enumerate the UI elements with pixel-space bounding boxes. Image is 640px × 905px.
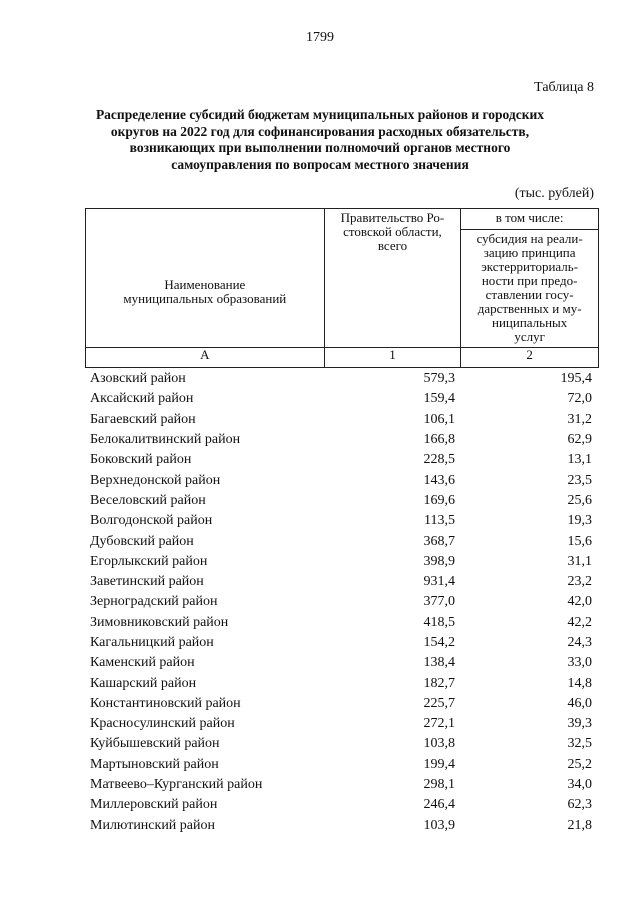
header-col2-line: дарственных и му-: [477, 301, 582, 316]
row-name: Куйбышевский район: [90, 736, 220, 752]
row-total: 931,4: [423, 574, 455, 590]
header-letter-1: 1: [324, 348, 461, 368]
row-total: 106,1: [423, 411, 455, 427]
row-total: 103,8: [423, 736, 455, 752]
row-name: Зерноградский район: [90, 594, 218, 610]
header-col1-line: стовской области,: [343, 224, 442, 239]
row-subsidy: 33,0: [567, 655, 592, 671]
table-title: [80, 107, 560, 173]
row-total: 199,4: [423, 756, 455, 772]
row-subsidy: 23,5: [567, 472, 592, 488]
row-total: 418,5: [423, 614, 455, 630]
row-subsidy: 13,1: [567, 452, 592, 468]
header-letter-2: 2: [461, 348, 599, 368]
row-subsidy: 15,6: [567, 533, 592, 549]
title-line: возникающих при выполнении полномочий органов местного: [129, 140, 511, 155]
row-subsidy: 72,0: [567, 391, 592, 407]
header-col2-line: ности при предо-: [481, 273, 578, 288]
row-subsidy: 195,4: [560, 371, 592, 387]
row-total: 169,6: [423, 492, 455, 508]
row-subsidy: 62,3: [567, 797, 592, 813]
table-row: [85, 613, 599, 633]
table-row: [85, 714, 599, 734]
row-subsidy: 25,6: [567, 492, 592, 508]
row-subsidy: 23,2: [567, 574, 592, 590]
table-row: [85, 430, 599, 450]
table-row: [85, 816, 599, 836]
row-subsidy: 24,3: [567, 635, 592, 650]
table-row: [85, 410, 599, 430]
header-col2-line: ниципальных: [491, 315, 568, 330]
row-total: 377,0: [423, 594, 455, 610]
row-total: 272,1: [423, 716, 455, 732]
table-label: Таблица 8: [534, 80, 594, 95]
row-subsidy: 31,1: [567, 553, 592, 569]
row-total: 228,5: [423, 452, 455, 468]
row-name: Багаевский район: [90, 411, 196, 427]
row-total: 398,9: [423, 553, 455, 569]
header-col1-line: Правительство Ро-: [340, 210, 445, 225]
row-total: 182,7: [423, 675, 455, 691]
row-total: 368,7: [423, 533, 455, 549]
table-row: [85, 592, 599, 612]
table-row: [85, 795, 599, 815]
header-including: в том числе:: [495, 210, 564, 225]
table-row: [85, 653, 599, 673]
header-col2-line: экстерриториаль-: [481, 259, 579, 274]
table-row: [85, 491, 599, 511]
table-row: [85, 673, 599, 693]
row-total: 166,8: [423, 432, 455, 448]
row-total: 298,1: [423, 777, 455, 793]
row-subsidy: 25,2: [567, 756, 592, 772]
row-subsidy: 19,3: [567, 513, 592, 529]
table-row: [85, 511, 599, 531]
table-row: [85, 633, 599, 653]
table-row: [85, 450, 599, 470]
header-col1-cell: [324, 209, 461, 348]
header-name-line: Наименование: [164, 277, 246, 292]
header-col2-line: ставлении госу-: [485, 287, 574, 302]
row-name: Боковский район: [90, 452, 192, 468]
table-row: [85, 531, 599, 551]
table-row: [85, 470, 599, 490]
row-name: Веселовский район: [90, 492, 206, 508]
row-name: Каменский район: [90, 655, 195, 671]
row-name: Зимовниковский район: [90, 614, 229, 630]
row-name: Кашарский район: [90, 675, 197, 691]
row-subsidy: 34,0: [567, 777, 592, 793]
table-header: [85, 208, 599, 368]
row-name: Аксайский район: [90, 391, 194, 407]
row-name: Мартыновский район: [90, 756, 219, 772]
header-letter-a: А: [86, 348, 325, 368]
header-col2-cell: [461, 230, 599, 348]
row-total: 246,4: [423, 797, 455, 813]
row-subsidy: 21,8: [567, 817, 592, 833]
header-col1-line: всего: [377, 238, 408, 253]
row-total: 154,2: [423, 635, 455, 650]
row-subsidy: 42,0: [567, 594, 592, 610]
table-row: [85, 369, 599, 389]
row-total: 138,4: [423, 655, 455, 671]
row-name: Егорлыкский район: [90, 553, 208, 569]
row-name: Волгодонской район: [90, 513, 213, 529]
table-row: [85, 734, 599, 754]
units-label: (тыс. рублей): [514, 186, 594, 201]
table-row: [85, 775, 599, 795]
title-line: самоуправления по вопросам местного значения: [171, 156, 469, 172]
row-total: 159,4: [423, 391, 455, 407]
row-name: Белокалитвинский район: [90, 432, 241, 448]
row-total: 103,9: [423, 817, 455, 833]
table-body: [85, 369, 599, 836]
header-col2-line: зацию принципа: [483, 245, 576, 260]
title-line: Распределение субсидий бюджетам муниципальных районов и городских: [95, 107, 545, 122]
row-name: Милютинский район: [90, 817, 216, 833]
row-subsidy: 62,9: [567, 432, 592, 448]
row-subsidy: 31,2: [567, 411, 592, 427]
header-col2-line: услуг: [514, 329, 545, 344]
table-row: [85, 572, 599, 592]
row-total: 143,6: [423, 472, 455, 488]
row-name: Миллеровский район: [90, 797, 218, 813]
table-row: [85, 694, 599, 714]
row-name: Дубовский район: [90, 533, 194, 549]
table-row: [85, 552, 599, 572]
row-name: Верхнедонской район: [90, 472, 221, 488]
row-name: Матвеево–Курганский район: [90, 777, 263, 793]
row-subsidy: 32,5: [567, 736, 592, 752]
header-col2-line: субсидия на реали-: [476, 231, 583, 246]
row-name: Константиновский район: [90, 695, 241, 711]
header-name-cell: [86, 209, 325, 348]
row-name: Красносулинский район: [90, 716, 235, 732]
row-total: 225,7: [423, 695, 455, 711]
page-number: 1799: [306, 30, 334, 45]
row-name: Кагальницкий район: [90, 635, 214, 650]
row-total: 579,3: [423, 371, 455, 387]
header-including-cell: [461, 209, 599, 230]
row-subsidy: 42,2: [567, 614, 592, 630]
row-subsidy: 14,8: [567, 675, 592, 691]
table-row: [85, 755, 599, 775]
table-row: [85, 389, 599, 409]
row-subsidy: 39,3: [567, 716, 592, 732]
row-name: Азовский район: [90, 371, 186, 387]
row-total: 113,5: [424, 513, 455, 529]
title-line: округов на 2022 год для софинансирования расходных обязательств,: [110, 123, 530, 139]
header-name-line: муниципальных образований: [123, 291, 287, 306]
row-subsidy: 46,0: [567, 695, 592, 711]
row-name: Заветинский район: [90, 574, 204, 590]
